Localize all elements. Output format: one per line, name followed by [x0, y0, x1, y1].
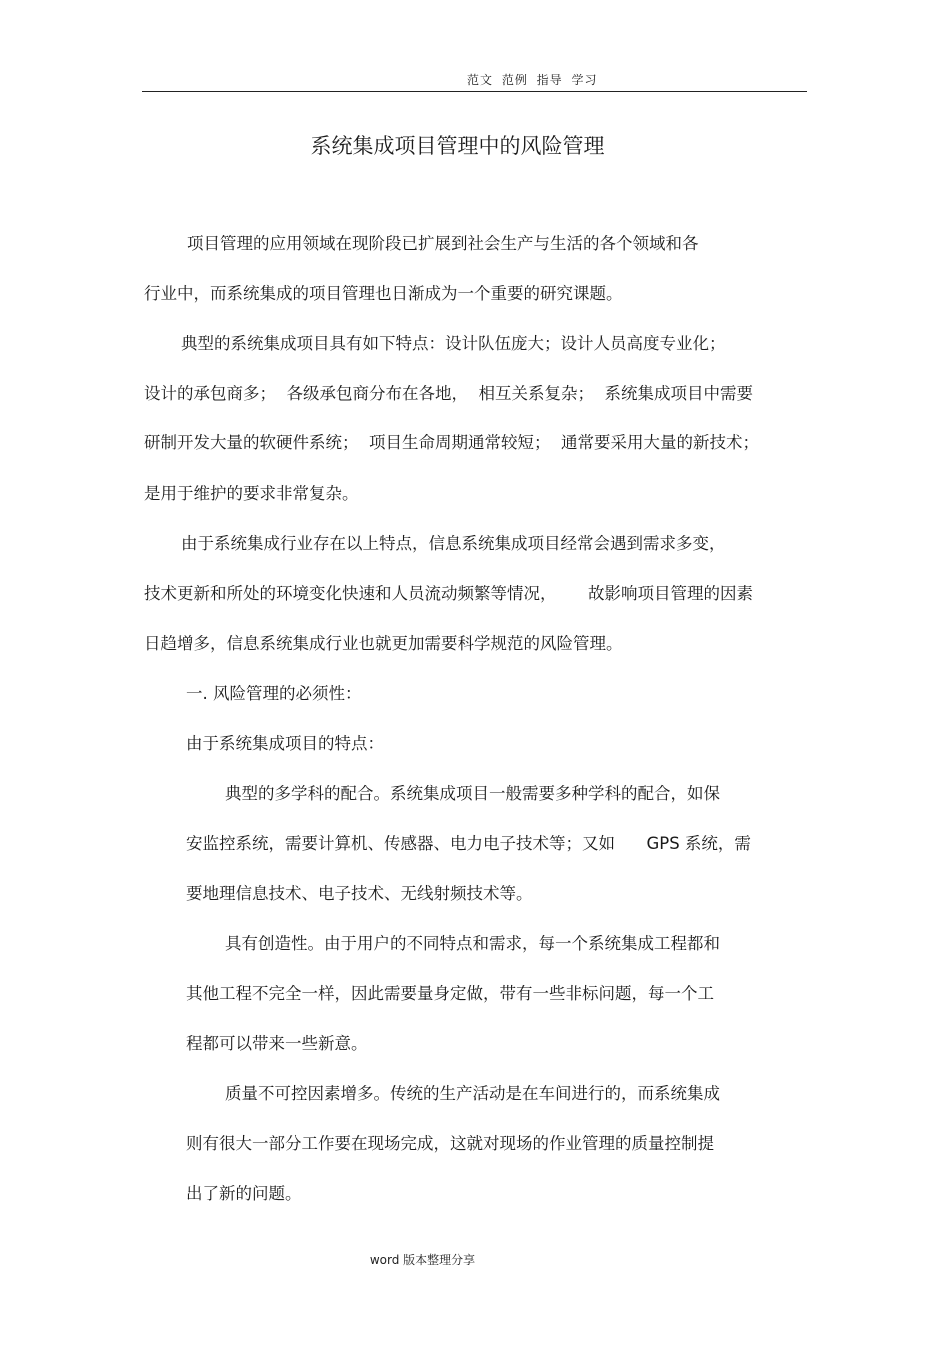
header-text: 范文 范例 指导 学习	[467, 73, 598, 87]
body-line: 设计的承包商多； 各级承包商分布在各地， 相互关系复杂； 系统集成项目中需要	[144, 384, 753, 403]
body-line: 研制开发大量的软硬件系统； 项目生命周期通常较短； 通常要采用大量的新技术；	[144, 433, 759, 452]
body-line: 其他工程不完全一样，因此需要量身定做，带有一些非标问题，每一个工	[186, 984, 714, 1003]
body-line: 要地理信息技术、电子技术、无线射频技术等。	[186, 884, 533, 903]
page-footer: word 版本整理分享	[369, 1253, 476, 1267]
body-line: 质量不可控因素增多。传统的生产活动是在车间进行的，而系统集成	[225, 1084, 720, 1103]
body-line: 程都可以带来一些新意。	[186, 1034, 368, 1053]
body-line: 项目管理的应用领域在现阶段已扩展到社会生产与生活的各个领域和各	[187, 234, 699, 253]
body-line: 由于系统集成项目的特点：	[186, 734, 384, 753]
header-divider	[142, 91, 807, 92]
section-heading: 一. 风险管理的必须性：	[186, 684, 362, 703]
body-line: 典型的系统集成项目具有如下特点：设计队伍庞大；设计人员高度专业化；	[181, 334, 726, 353]
body-line: 安监控系统，需要计算机、传感器、电力电子技术等；又如 GPS 系统，需	[186, 834, 751, 853]
document-title: 系统集成项目管理中的风险管理	[310, 134, 605, 158]
body-line: 行业中，而系统集成的项目管理也日渐成为一个重要的研究课题。	[144, 284, 623, 303]
body-line: 日趋增多，信息系统集成行业也就更加需要科学规范的风险管理。	[144, 634, 623, 653]
body-line: 由于系统集成行业存在以上特点，信息系统集成项目经常会遇到需求多变，	[181, 534, 726, 553]
body-line: 技术更新和所处的环境变化快速和人员流动频繁等情况， 故影响项目管理的因素	[144, 584, 753, 603]
body-line: 出了新的问题。	[186, 1184, 302, 1203]
body-line: 则有很大一部分工作要在现场完成，这就对现场的作业管理的质量控制提	[186, 1134, 714, 1153]
body-line: 典型的多学科的配合。系统集成项目一般需要多种学科的配合，如保	[225, 784, 720, 803]
body-line: 是用于维护的要求非常复杂。	[144, 484, 359, 503]
body-line: 具有创造性。由于用户的不同特点和需求，每一个系统集成工程都和	[225, 934, 720, 953]
